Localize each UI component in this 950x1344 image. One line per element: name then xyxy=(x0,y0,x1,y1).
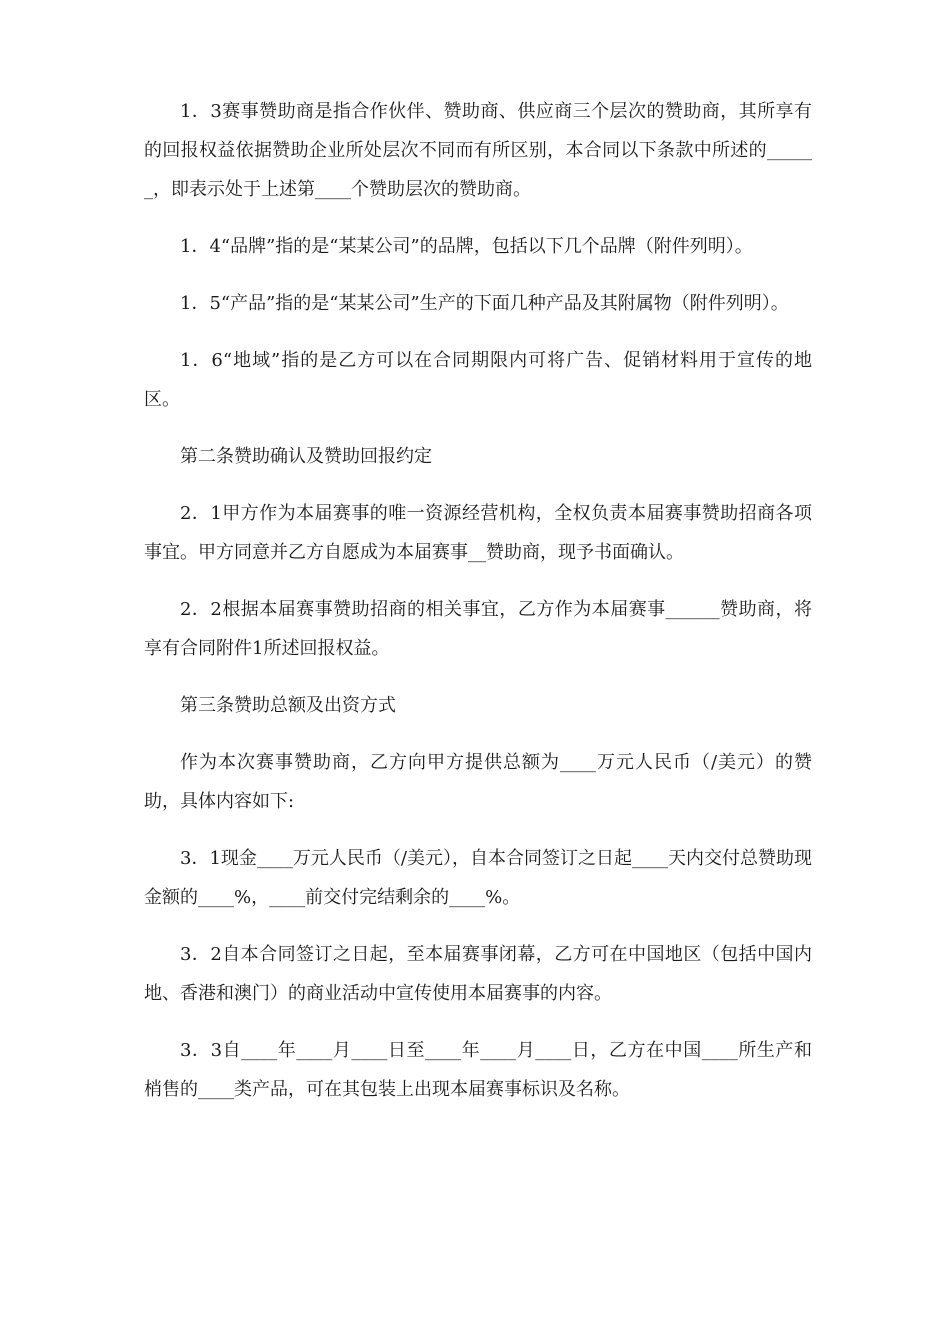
document-body xyxy=(144,92,812,1127)
clause-1-6: 1．6“地域”指的是乙方可以在合同期限内可将广告、促销材料用于宣传的地区。 xyxy=(144,350,812,410)
clause-1-5: 1．5“产品”指的是“某某公司”生产的下面几种产品及其附属物（附件列明）。 xyxy=(180,293,789,314)
clause-2-2: 2．2根据本届赛事赞助招商的相关事宜，乙方作为本届赛事______赞助商，将享有合同附件1所述回报权益。 xyxy=(144,599,812,659)
article-3-intro: 作为本次赛事赞助商，乙方向甲方提供总额为____万元人民币（/美元）的赞助，具体内容如下: xyxy=(144,752,812,812)
section-heading-article-3: 第三条赞助总额及出资方式 xyxy=(180,695,396,716)
clause-3-2: 3．2自本合同签订之日起，至本届赛事闭幕，乙方可在中国地区（包括中国内地、香港和澳门）的商业活动中宣传使用本届赛事的内容。 xyxy=(144,944,812,1004)
clause-3-1: 3．1现金____万元人民币（/美元），自本合同签订之日起____天内交付总赞助现金额的____%，____前交付完结剩余的____%。 xyxy=(144,848,812,908)
clause-1-4: 1．4“品牌”指的是“某某公司”的品牌，包括以下几个品牌（附件列明）。 xyxy=(180,236,753,257)
clause-3-3: 3．3自____年____月____日至____年____月____日，乙方在中国____所生产和梢售的____类产品，可在其包装上出现本届赛事标识及名称。 xyxy=(144,1040,812,1100)
clause-2-1: 2．1甲方作为本届赛事的唯一资源经营机构，全权负责本届赛事赞助招商各项事宜。甲方同意并乙方自愿成为本届赛事__赞助商，现予书面确认。 xyxy=(144,503,812,563)
section-heading-article-2: 第二条赞助确认及赞助回报约定 xyxy=(180,446,432,467)
clause-1-3: 1．3赛事赞助商是指合作伙伴、赞助商、供应商三个层次的赞助商，其所享有的回报权益依据赞助企业所处层次不同而有所区别，本合同以下条款中所述的______，即表示处于上述第____个赞助层次的赞助商。 xyxy=(144,101,812,200)
